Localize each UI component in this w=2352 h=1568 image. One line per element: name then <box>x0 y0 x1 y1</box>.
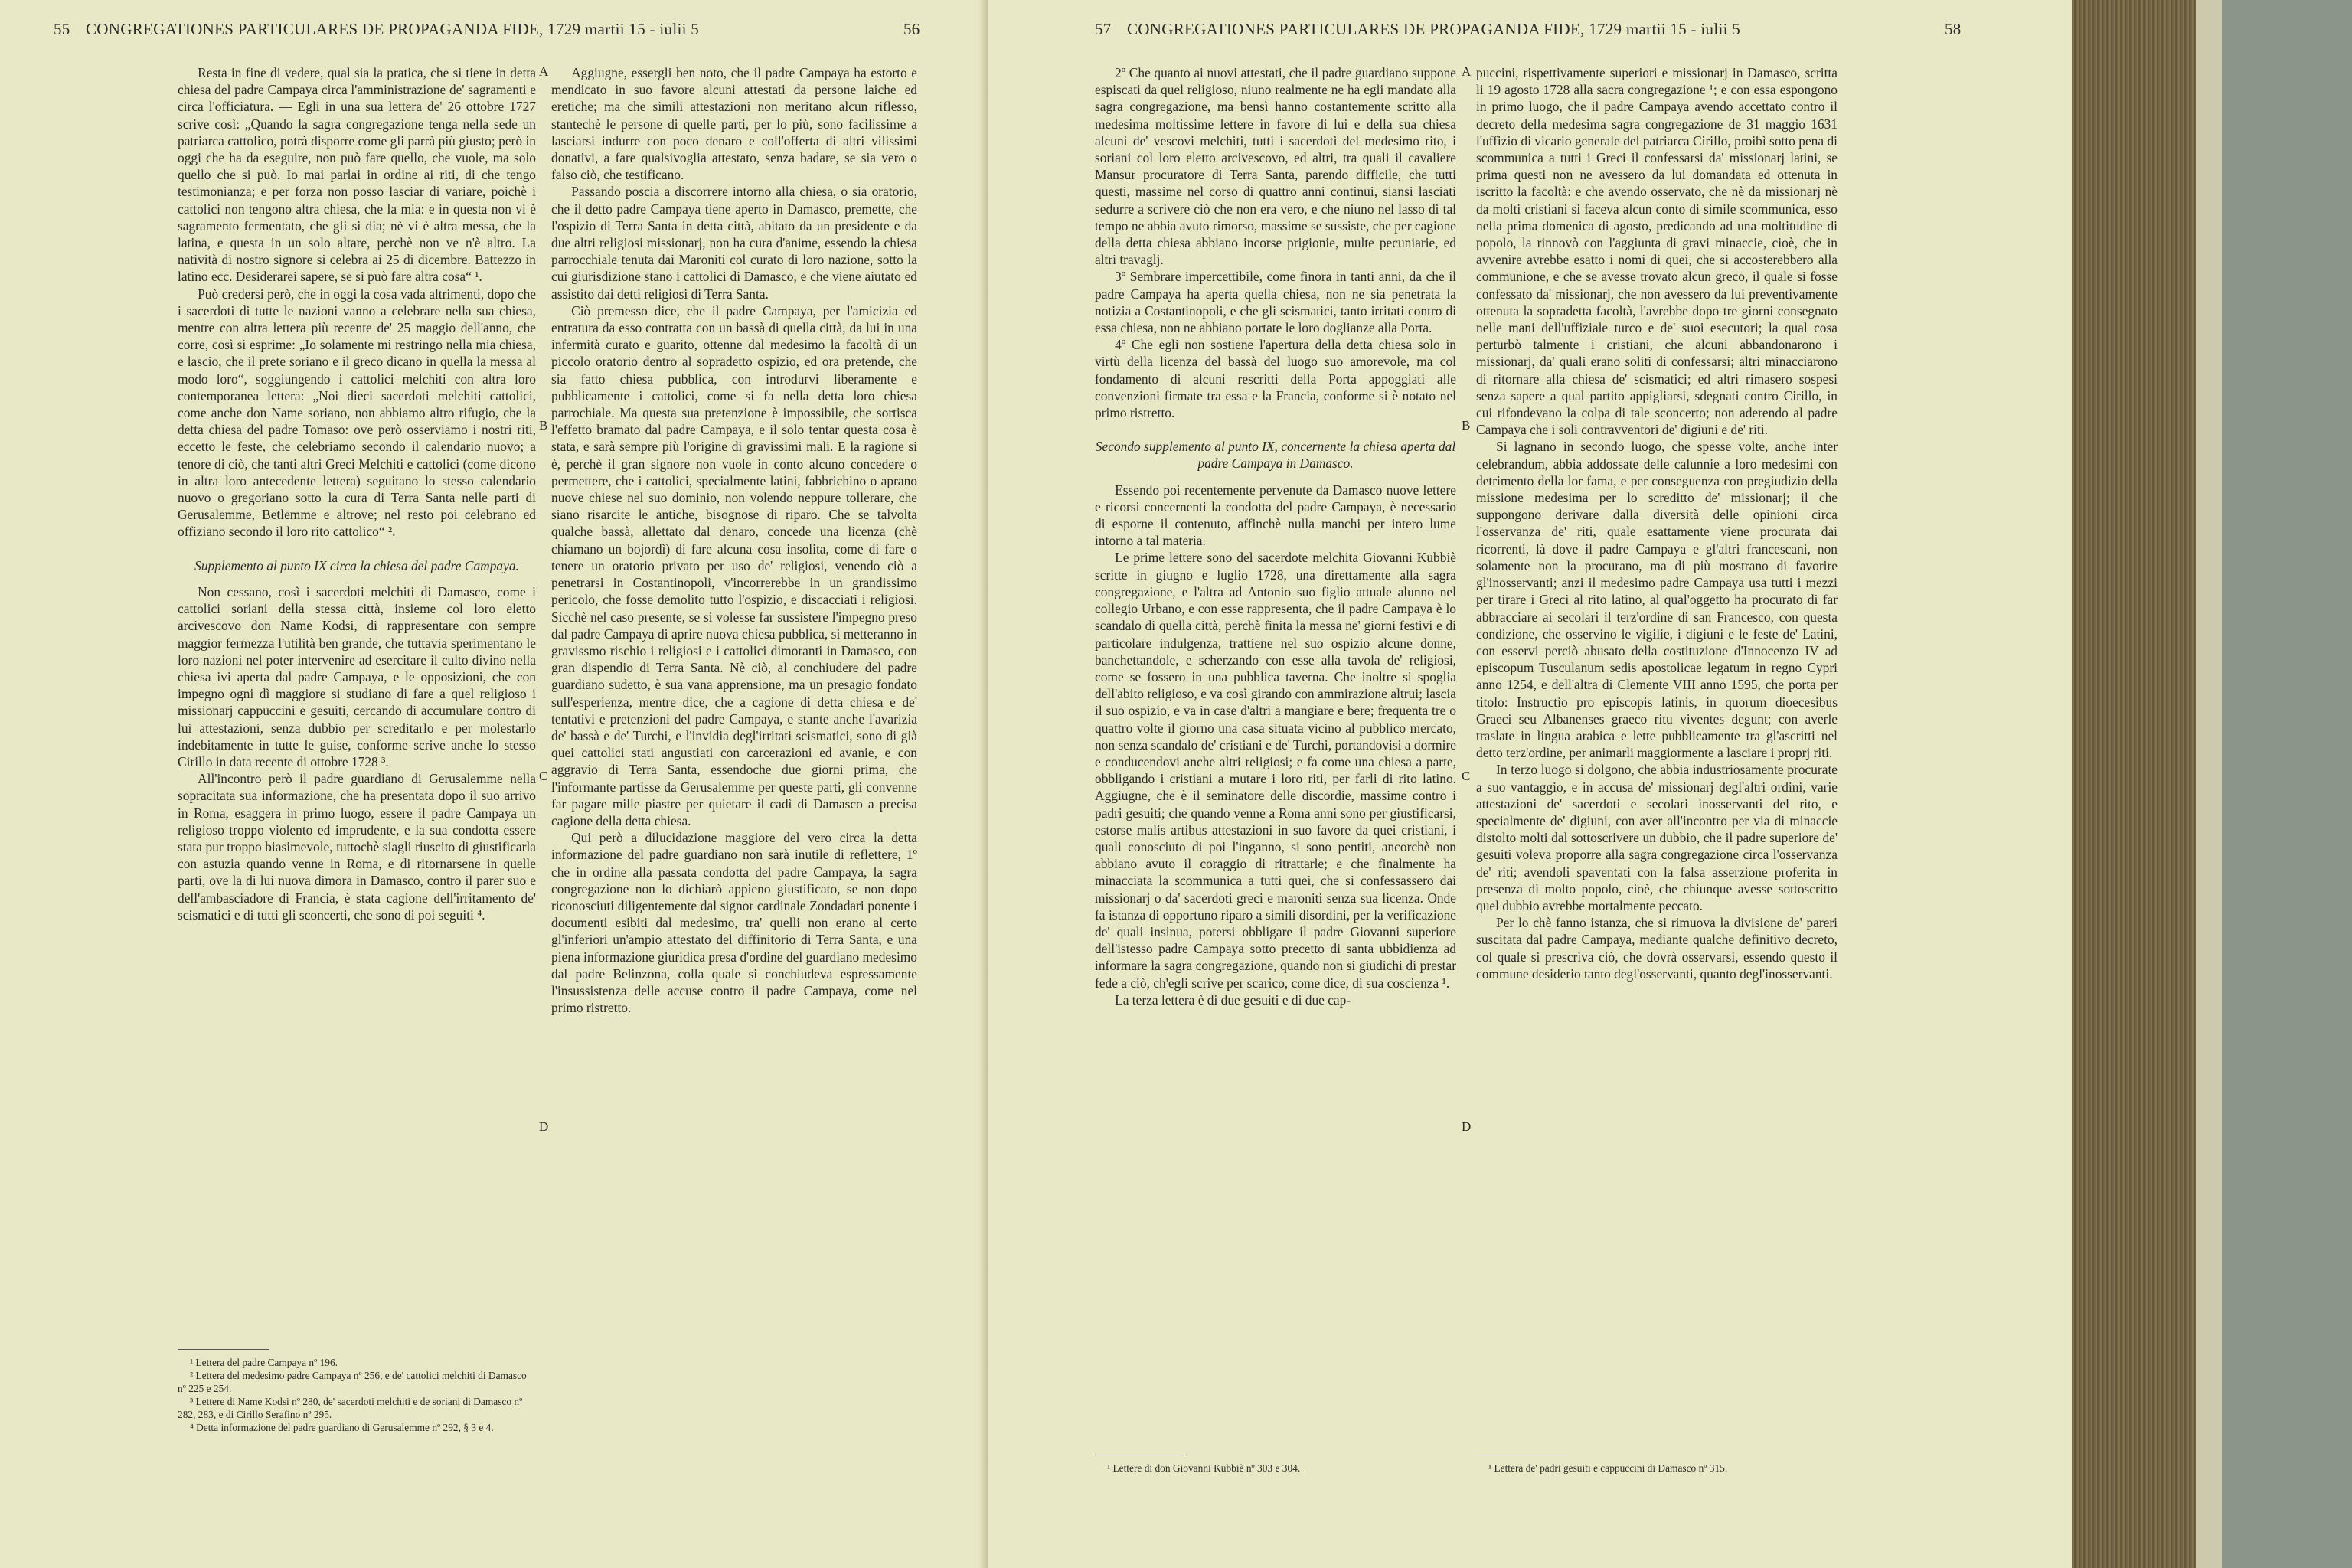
paragraph: Resta in fine di vedere, qual sia la pratica, che si tiene in detta chiesa del padre Campaya circa l'amministrazione de' sagramenti e circa l'officiatura. — Egli in una sua lettera de' 26 ottobre 1727 scrive così: „Quando la sagra congregazione tenga nella sede un patriarca cattolico, potrà disporre come gli parrà più giusto; però in oggi che ha da eseguire, non può fare quello, che vuole, ma solo quello che si può. Io mai parlai in ordine ai riti, di che tengo testimonianza; e per forza non posso lasciar di variare, poichè i cattolici non tengono altra chiesa, che la mia: e in questa non vi è sagramento fermentato, che gli si dia; nè vi è altra messa, che la latina, e questa in un solo altare, perchè non ve n'è altro. La natività di nostro signore si celebra ai 25 di dicembre. Battezzo in latino ecc. Desiderarei sapere, se si può fare altra cosa“ ¹. <box>178 65 536 285</box>
text-column-3 <box>1095 64 1456 1008</box>
footnote: ³ Lettere di Name Kodsi nº 280, de' sacerdoti melchiti e de soriani di Damasco nº 282, 283, e di Cirillo Serafino nº 295. <box>178 1396 523 1420</box>
left-page <box>0 0 988 1568</box>
footnote: ² Lettera del medesimo padre Campaya nº 256, e de' cattolici melchiti di Damasco nº 225 e 254. <box>178 1370 527 1394</box>
margin-marker-c: C <box>1462 769 1471 783</box>
book-cover-edge <box>2196 0 2222 1568</box>
paragraph: Ciò premesso dice, che il padre Campaya, per l'amicizia ed entratura da esso contratta con un bassà di quella città, da lui in una infermità curato e guarito, ottenne dal medesimo la facoltà di un piccolo oratorio dentro al sopradetto ospizio, ed ora pretende, che sia fatto chiesa pubblica, con introdurvi liberamente e pubblicamente i cattolici, come si fa nella detta loro chiesa parrochiale. Ma questa sua pretenzione è impossibile, che sortisca l'effetto bramato dal padre Campaya, e il solo tentar questa cosa è stata, e sarà sempre più l'origine di gravissimi mali. E la ragione si è, perchè il gran signore non vuole in conto alcuno concedere o permettere, che i cattolici, specialmente latini, fabbrichino o aprano nuove chiese nel suo dominio, non volendo neppure tollerare, che siano risarcite le antiche, bisognose di riparo. Che se talvolta qualche bassà, allettato dal denaro, concede una licenza (chè chiamano un bojordì) di fare alcuna cosa insolita, come di fare o tenere un oratorio privato per uso de' religiosi, venendo ciò a penetrarsi in Costantinopoli, v'incorrerebbe in un grandissimo pericolo, che fosse demolito tutto l'ospizio, e discacciati i religiosi. Sicchè nel caso presente, se si volesse far sussistere l'impegno preso dal padre Campaya di aprire nuova chiesa pubblica, si metteranno in gravissmo rischio i religiosi e i cattolici dimoranti in Damasco, con gran dispendio di Terra Santa. Nè ciò, al conchiudere del padre guardiano sudetto, è sua vana apprensione, ma un presagio fondato sull'esperienza, mentre dice, che a cagione di detta chiesa e de' tentativi e pretenzioni del padre Campaya, e stante anche l'avarizia de' bassà e de' Turchi, e l'invidia degl'irritati scismatici, sono di già quei cattolici stati angustiati con carcerazioni ed avanie, e con aggravio di Terra Santa, essendoche due giorni prima, che l'informante partisse da Gerusalemme per queste parti, gli convenne far pagare mille piastre per quietare il cadì di Damasco a precisa cagione della detta chiesa. <box>551 302 917 828</box>
footnote: ¹ Lettera del padre Campaya nº 196. <box>190 1357 338 1368</box>
paragraph: All'incontro però il padre guardiano di Gerusalemme nella sopracitata sua informazione, che ha presentata dopo il suo arrivo in Roma, esaggera in primo luogo, essere il padre Campaya un religioso troppo violento ed imprudente, e la sua condotta essere stata pur troppo biasimevole, tuttochè siagli riuscito di giustificarla con astuzia quando venne in Roma, e di ritornarsene in quelle parti, ove la di lui nuova dimora in Damasco, contro il parer suo e dell'ambasciadore di Francia, è stata cagione dell'irritamento de' scismatici e di tutti gli sconcerti, che sono di poi seguiti ⁴. <box>178 771 536 923</box>
page-number-56: 56 <box>903 20 920 38</box>
paragraph: Qui però a dilucidazione maggiore del vero circa la detta informazione del padre guardiano non sarà inutile di reflettere, 1º che in ordine alla passata condotta del padre Campaya, la sagra congregazione non lo dichiarò appieno giustificato, se non dopo riconosciuti diligentemente dal signor cardinale Zondadari ponente i documenti esibiti dal medesimo, tra' quelli non erano al certo gl'inferiori un'ampio attestato del diffinitorio di Terra Santa, e una piena informazione giuridica presa d'ordine del guardiano medesimo dal padre Belinzona, colla quale si conchiudeva espressamente l'insussistenza delle accuse contro il padre Campaya, come nel primo ristretto. <box>551 830 917 1016</box>
paragraph: Le prime lettere sono del sacerdote melchita Giovanni Kubbiè scritte in giugno e luglio 1728, una direttamente alla sagra congregazione, e l'altra ad Antonio suo figlio attuale alunno nel collegio Urbano, e con esse rappresenta, che il padre Campaya è lo scandalo di quella città, perchè finita la messa ne' giorni festivi e di particolare indulgenza, trattiene nel suo ospizio alcune donne, banchettandole, e scherzando con esse alla tavola de' religiosi, come se fossero in una pubblica taverna. Che inoltre si spoglia dell'abito religioso, e va così girando con ammirazione altrui; lascia il suo ospizio, e va in case d'altri a mangiare e bere; frequenta tre o quattro volte il giorno una casa situata vicino al pubblico mercato, non senza scandalo de' cristiani e de' Turchi, portandovisi a dormire e conducendovi anche altri religiosi; e fa come una chiesa a parte, obbligando i cristiani a mutare i loro riti, per farli di rito latino. Aggiugne, che è il seminatore delle discordie, massime contro i padri gesuiti; che quando venne a Roma anni sono per giustificarsi, estorse malis artibus attestazioni in suo favore da quei cristiani, i quali conosciuto di poi l'inganno, si sono pentiti, ancorchè non abbiano avuto il coraggio di ritrattarle; e che finalmente ha minacciata la scommunica a tutti quei, che si confessassero dai missionarj o da' sacerdoti greci e maroniti senza sua licenza. Onde fa istanza di opportuno riparo a simili disordini, per la verificazione de' quali insinua, potersi obbligare il padre Giovanni superiore dell'istesso padre Campaya sotto precetto di santa ubbidienza ad informare la sagra congregazione, quando non si giudichi di prestar fede a ciò, ch'egli scrive per scarico, come dice, di sua coscienza ¹. <box>1095 550 1456 991</box>
table-surface <box>2222 0 2352 1568</box>
page-number-58: 58 <box>1945 20 1962 38</box>
paragraph: 4º Che egli non sostiene l'apertura della detta chiesa solo in virtù della licenza del bassà del luogo suo amorevole, ma col fondamento di alcuni rescritti della Porta appoggiati alle convenzioni firmate tra essa e la Francia, conforme si è notato nel primo ristretto. <box>1095 337 1456 421</box>
footnotes-column-4 <box>1476 1455 1838 1475</box>
page-number-57: 57 <box>1095 20 1112 38</box>
running-title: CONGREGATIONES PARTICULARES DE PROPAGANDA FIDE, 1729 martii 15 - iulii 5 <box>86 20 700 38</box>
paragraph: Si lagnano in secondo luogo, che spesse volte, anche inter celebrandum, abbia addossate delle calunnie a loro medesimi con detrimento della lor fama, e per conseguenza con pregiudizio della missione medesima per lo screditto de' missionarj; il che suppongono derivare dalla diversità delle opinioni circa l'osservanza de' riti, quale esattamente viene procurata dai ricorrenti, là dove il padre Campaya e gl'altri francescani, non solamente non la procurano, ma di più mostrano di favorire gl'inosservanti; anzi il medesimo padre Campaya usa tutti i mezzi per tirare i Greci al rito latino, al qual'oggetto ha procurato di far abbracciare ai secolari il terz'ordine di san Francesco, con questa condizione, che osservino le vigilie, i digiuni e le feste de' Latini, con esservi perciò abusato della costituzione d'Innocenzo IV ad episcopum Tusculanum sedis apostolicae legatum in regno Cypri anno 1254, e dell'altra di Clemente VIII anno 1595, che porta per titolo: Instructio pro episcopis latinis, in quorum dioecesibus Graeci seu Albanenses graeco ritu viventes degunt; con averle traslate in lingua arabica e lette pubblicamente tra gl'ascritti nel detto terz'ordine, per animarli maggiormente a lasciare i proprj riti. <box>1476 439 1838 761</box>
left-running-header <box>54 20 919 46</box>
margin-marker-a: A <box>1462 64 1472 79</box>
paragraph: Aggiugne, essergli ben noto, che il padre Campaya ha estorto e mendicato in suo favore alcuni attestati da persone laiche ed eretiche; ma che simili attestazioni non meritano alcun riflesso, stantechè le persone di quelle parti, per lo più, sono facilissime a lasciarsi indurre con poco denaro e coll'offerta di altri vilissimi donativi, a fare qualsivoglia attestato, senza badare, se sia vero o falso ciò, che testificano. <box>551 65 917 183</box>
footnote: ¹ Lettere di don Giovanni Kubbiè nº 303 e 304. <box>1107 1462 1301 1474</box>
book-page-edges <box>2072 0 2211 1568</box>
text-column-2 <box>551 64 917 1016</box>
footnote: ⁴ Detta informazione del padre guardiano di Gerusalemme nº 292, § 3 e 4. <box>190 1422 494 1433</box>
paragraph: La terza lettera è di due gesuiti e di due cap- <box>1115 991 1351 1008</box>
text-column-4 <box>1476 64 1838 982</box>
paragraph: In terzo luogo si dolgono, che abbia industriosamente procurate a suo vantaggio, e in accusa de' missionarj degl'altri ordini, varie attestazioni de' sacerdoti e secolari inosservanti del rito, e specialmente de' digiuni, con aver all'incontro per via di minaccie distolto molti dal sottoscrivere un dubbio, che il padre superiore de' gesuiti voleva proporre alla sagra congregazione circa l'osservanza de' riti; avendoli spaventati con la falsa asserzione proferita in presenza di molto popolo, cioè, che chiunque avesse sottoscritto quel dubbio avrebbe mortalmente peccato. <box>1476 762 1838 913</box>
page-number-55: 55 <box>54 20 70 38</box>
footnote: ¹ Lettera de' padri gesuiti e cappuccini di Damasco nº 315. <box>1488 1462 1728 1474</box>
paragraph: Può credersi però, che in oggi la cosa vada altrimenti, dopo che i sacerdoti di tutte le nazioni vanno a celebrare nella sua chiesa, mentre con altra lettera più recente de' 25 maggio dell'anno, che corre, così si esprime: „Io solamente mi restringo nella mia chiesa, e lascio, che il prete soriano e il greco dicano in quella la messa al modo loro“, soggiungendo i cattolici melchiti con altra loro contemporanea lettera: „Noi dieci sacerdoti melchiti cattolici, come anche don Name soriano, non abbiamo altro rifugio, che la detta chiesa del padre Tomaso: ove però osserviamo i nostri riti, eccetto le feste, che celebriamo secondo il calendario nuovo; a tenore di ciò, che tanti altri Greci Melchiti e cattolici (come dicono in altra loro antecedente lettera) seguitano lo stesso calendario nuovo o gregoriano sotto la cura di Terra Santa nelle parti di Gerusalemme, Betlemme e altrove; nel resto poi celebrano ed offiziano secondo il loro rito cattolico“ ². <box>178 286 536 540</box>
paragraph: 2º Che quanto ai nuovi attestati, che il padre guardiano suppone espiscati da quel religioso, niuno realmente ne ha egli mandato alla sagra congregazione, ma bensì hanno costantemente scritto alla medesima moltissime lettere in favore di lui e della sua chiesa alcuni de' vescovi melchiti, tutti i sacerdoti del medesimo rito, i soriani col loro eletto arcivescovo, ed altri, tra quali il cavaliere Mansur procuratore di Terra Santa, parendo difficile, che tutti questi, massime nel corso di quattro anni continui, siansi lasciati sedurre a scrivere ciò che non era vero, e che niuno nel lasso di tal tempo ne abbia avuto rimorso, massime se sussiste, che per cagione della detta chiesa abbiano incorse prigionie, multe pecuniarie, ed altri travaglj. <box>1095 65 1456 268</box>
margin-marker-a: A <box>539 64 549 79</box>
paragraph: Essendo poi recentemente pervenute da Damasco nuove lettere e ricorsi concernenti la condotta del padre Campaya, è necessario di esporne il contenuto, affinchè nulla manchi per intero lume intorno a tal materia. <box>1095 482 1456 549</box>
margin-marker-b: B <box>539 418 548 433</box>
paragraph: puccini, rispettivamente superiori e missionarj in Damasco, scritta li 19 agosto 1728 alla sacra congregazione ¹; e con essa espongono in primo luogo, che il padre Campaya avendo accettato contro il decreto della medesima sagra congregazione de 31 maggio 1631 l'uffizio di vicario generale del patriarca Cirillo, proibì sotto pena di scommunica a tutti i Greci il confessarsi da' missionarj latini, se prima questi non ne avessero da lui domandata ed ottenuta in iscritto la facoltà: e che avendo osservato, che nè da missionarj nè da molti cristiani si faceva alcun conto di simile scommunica, esso nella prima domenica di agosto, predicando ad una moltitudine di popolo, la rinnovò con l'aggiunta di gravi minaccie, cioè, che in avvenire avrebbe esatto i nomi di quei, che si accosterebbero alla communione, e che se avesse trovato alcun greco, il quale si fosse confessato da' missionarj, che non avessero da lui preventivamente ottenuta la sopradetta facoltà, l'avrebbe dopo tre giorni consegnato nelle mani dell'uffiziale turco e de' suoi esecutori; la qual cosa perturbò talmente i cristiani, che alcuni abbandonarono i missionarj, da' quali erano soliti di confessarsi; altri minacciarono di ritornare alla chiesa de' scismatici; ed altri rimasero sospesi senza sapere a qual partito appigliarsi, sdegnati contro Cirillo, in cui rifondevano la colpa di tale sconcerto; non aderendo al padre Campaya che i soli contravventori de' digiuni e de' riti. <box>1476 65 1838 438</box>
section-heading: Secondo supplemento al punto IX, concernente la chiesa aperta dal padre Campaya in Damasco. <box>1095 439 1456 472</box>
footnotes-column-3 <box>1095 1455 1456 1475</box>
right-running-header <box>1095 20 1960 46</box>
footnotes-column-1 <box>178 1349 536 1434</box>
section-heading: Supplemento al punto IX circa la chiesa del padre Campaya. <box>194 557 519 573</box>
paragraph: Passando poscia a discorrere intorno alla chiesa, o sia oratorio, che il detto padre Campaya tiene aperto in Damasco, premette, che l'ospizio di Terra Santa in detta città, abitato da un presidente e da due altri religiosi missionarj, non ha cura d'anime, essendo la chiesa parrocchiale tenuta dai Maroniti col curato di loro nazione, sotto la cui giurisdizione stano i cattolici di Damasco, e che viene aiutato ed assistito dai detti religiosi di Terra Santa. <box>551 184 917 302</box>
margin-marker-d: D <box>1462 1119 1472 1134</box>
margin-marker-c: C <box>539 769 548 783</box>
margin-marker-b: B <box>1462 418 1471 433</box>
running-title: CONGREGATIONES PARTICULARES DE PROPAGANDA FIDE, 1729 martii 15 - iulii 5 <box>1127 20 1741 38</box>
right-page <box>988 0 2072 1568</box>
text-column-1 <box>178 64 536 923</box>
paragraph: Per lo chè fanno istanza, che si rimuova la divisione de' pareri suscitata dal padre Campaya, mediante qualche definitivo decreto, col quale si prescriva ciò, che dovrà osservarsi, essendo questo il commune desiderio tanto degl'osservanti, quanto degl'inosservanti. <box>1476 915 1838 982</box>
paragraph: Non cessano, così i sacerdoti melchiti di Damasco, come i cattolici soriani della stessa città, insieme col loro eletto arcivescovo don Name Kodsi, di rappresentare con sempre maggior fermezza l'utilità ben grande, che tuttavia sperimentano le loro nazioni nel poter intervenire ad esercitare il culto divino nella chiesa ivi aperta dal padre Campaya, e le opposizioni, che con impegno ogni dì maggiore si studiano di fare a quel religioso i missionarj cappuccini e gesuiti, cercando di accumulare contro di lui attestazioni, senza dubbio per screditarlo e per molestarlo indebitamente in tutte le guise, conforme scrive anche lo stesso Cirillo in data recente di ottobre 1728 ³. <box>178 583 536 769</box>
paragraph: 3º Sembrare impercettibile, come finora in tanti anni, da che il padre Campaya ha aperta quella chiesa, non ne sia penetrata la notizia a Costantinopoli, e che gli scismatici, tanto irritati contro di essa chiesa, non ne abbiano portate le loro doglianze alla Porta. <box>1095 269 1456 336</box>
margin-marker-d: D <box>539 1119 549 1134</box>
